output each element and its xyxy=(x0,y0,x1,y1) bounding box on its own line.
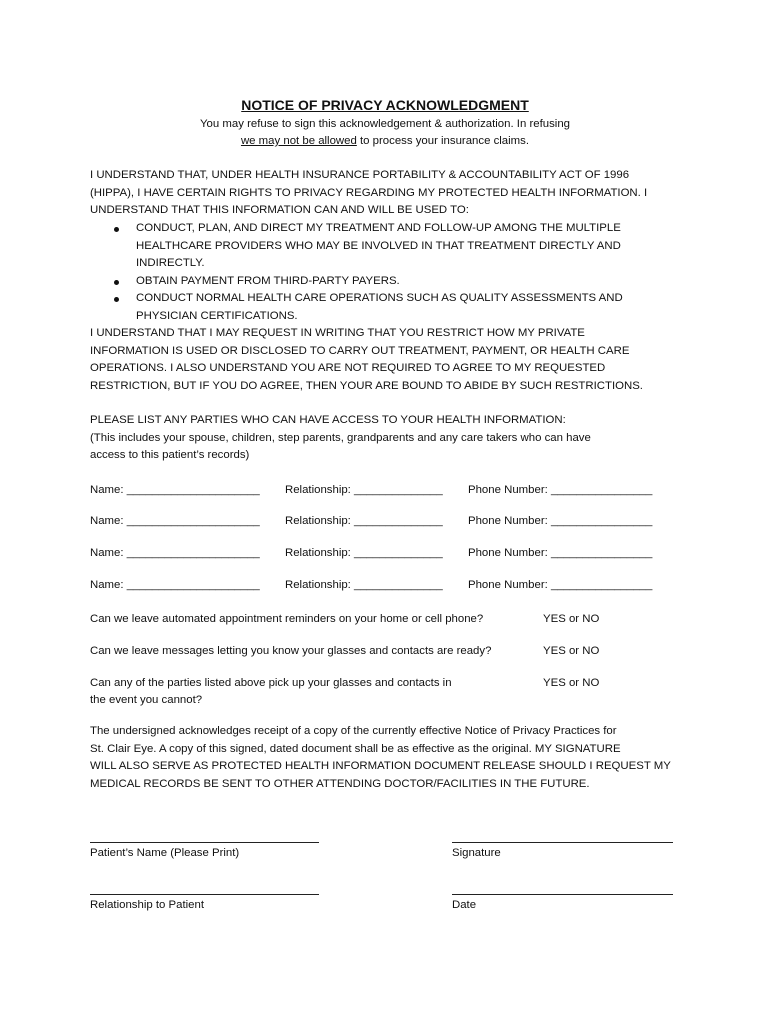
party-relationship-field[interactable]: Relationship: ______________ xyxy=(285,547,443,559)
yes-no-choice[interactable]: YES or NO xyxy=(543,613,600,625)
signature-line[interactable] xyxy=(452,842,673,843)
bullet-dot-icon xyxy=(114,297,119,302)
party-phone-field[interactable]: Phone Number: ________________ xyxy=(468,547,653,559)
acknowledgment-line: WILL ALSO SERVE AS PROTECTED HEALTH INFORMATION DOCUMENT RELEASE SHOULD I REQUEST MY xyxy=(90,760,671,773)
relationship-label: Relationship to Patient xyxy=(90,899,204,911)
relationship-line[interactable] xyxy=(90,894,319,895)
intro-line: I UNDERSTAND THAT, UNDER HEALTH INSURANCE PORTABILITY & ACCOUNTABILITY ACT OF 1996 xyxy=(90,169,630,181)
parties-instructions xyxy=(90,412,690,465)
yes-no-choice[interactable]: YES or NO xyxy=(543,645,600,657)
acknowledgment-paragraph xyxy=(90,723,690,793)
patient-name-line[interactable] xyxy=(90,842,319,843)
party-relationship-field[interactable]: Relationship: ______________ xyxy=(285,484,443,496)
party-phone-field[interactable]: Phone Number: ________________ xyxy=(468,579,653,591)
parties-line: PLEASE LIST ANY PARTIES WHO CAN HAVE ACCESS TO YOUR HEALTH INFORMATION: xyxy=(90,414,566,426)
question-text: Can any of the parties listed above pick up your glasses and contacts in xyxy=(90,677,452,689)
intro-line: UNDERSTAND THAT THIS INFORMATION CAN AND WILL BE USED TO: xyxy=(90,204,469,217)
bullet-item xyxy=(90,220,690,273)
parties-line: (This includes your spouse, children, step parents, grandparents and any care takers who can have xyxy=(90,431,591,444)
restriction-line: RESTRICTION, BUT IF YOU DO AGREE, THEN YOUR ARE BOUND TO ABIDE BY SUCH RESTRICTIONS. xyxy=(90,379,643,392)
party-phone-field[interactable]: Phone Number: ________________ xyxy=(468,515,653,527)
intro-line: (HIPPA), I HAVE CERTAIN RIGHTS TO PRIVACY REGARDING MY PROTECTED HEALTH INFORMATION. I xyxy=(90,186,648,199)
bullet-item xyxy=(90,290,690,325)
yes-no-choice[interactable]: YES or NO xyxy=(543,677,600,689)
party-name-field[interactable]: Name: _____________________ xyxy=(90,547,260,559)
subtitle-line-2-rest: to process your insurance claims. xyxy=(356,135,530,147)
question-text: Can we leave messages letting you know your glasses and contacts are ready? xyxy=(90,645,492,657)
party-name-field[interactable]: Name: _____________________ xyxy=(90,484,260,496)
acknowledgment-line: The undersigned acknowledges receipt of a copy of the currently effective Notice of Privacy Practices for xyxy=(90,725,617,737)
party-relationship-field[interactable]: Relationship: ______________ xyxy=(285,579,443,591)
party-relationship-field[interactable]: Relationship: ______________ xyxy=(285,515,443,527)
bullet-dot-icon xyxy=(114,227,119,232)
acknowledgment-line: MEDICAL RECORDS BE SENT TO OTHER ATTENDING DOCTOR/FACILITIES IN THE FUTURE. xyxy=(90,777,590,790)
bullet-line: HEALTHCARE PROVIDERS WHO MAY BE INVOLVED IN THAT TREATMENT DIRECTLY AND xyxy=(136,239,621,252)
intro-paragraph xyxy=(90,167,690,220)
restriction-line: OPERATIONS. I ALSO UNDERSTAND YOU ARE NOT REQUIRED TO AGREE TO MY REQUESTED xyxy=(90,362,606,375)
party-name-field[interactable]: Name: _____________________ xyxy=(90,515,260,527)
question-text: Can we leave automated appointment reminders on your home or cell phone? xyxy=(90,613,484,625)
date-label: Date xyxy=(452,899,477,911)
party-phone-field[interactable]: Phone Number: ________________ xyxy=(468,484,653,496)
question-text-continued: the event you cannot? xyxy=(90,694,203,706)
bullet-line: CONDUCT NORMAL HEALTH CARE OPERATIONS SUCH AS QUALITY ASSESSMENTS AND xyxy=(136,292,623,305)
subtitle-line-1: You may refuse to sign this acknowledgement & authorization. In refusing xyxy=(200,118,570,130)
bullet-dot-icon xyxy=(114,280,119,285)
subtitle-line-2 xyxy=(0,133,770,151)
usage-bullet-list xyxy=(90,220,690,326)
parties-line: access to this patient’s records) xyxy=(90,449,250,462)
bullet-line: CONDUCT, PLAN, AND DIRECT MY TREATMENT AND FOLLOW-UP AMONG THE MULTIPLE xyxy=(136,222,621,234)
bullet-item xyxy=(90,273,690,291)
restriction-line: INFORMATION IS USED OR DISCLOSED TO CARRY OUT TREATMENT, PAYMENT, OR HEALTH CARE xyxy=(90,344,630,357)
subtitle-underlined-phrase: we may not be allowed xyxy=(240,135,357,147)
bullet-line: OBTAIN PAYMENT FROM THIRD-PARTY PAYERS. xyxy=(136,274,400,287)
restriction-paragraph xyxy=(90,325,690,395)
signature-label: Signature xyxy=(452,847,501,859)
bullet-line: INDIRECTLY. xyxy=(136,257,205,270)
bullet-line: PHYSICIAN CERTIFICATIONS. xyxy=(136,309,298,322)
restriction-line: I UNDERSTAND THAT I MAY REQUEST IN WRITING THAT YOU RESTRICT HOW MY PRIVATE xyxy=(90,327,585,339)
form-title: NOTICE OF PRIVACY ACKNOWLEDGMENT xyxy=(241,97,529,113)
acknowledgment-line: St. Clair Eye. A copy of this signed, dated document shall be as effective as the original. MY SIGNATURE xyxy=(90,742,621,755)
date-line[interactable] xyxy=(452,894,673,895)
party-name-field[interactable]: Name: _____________________ xyxy=(90,579,260,591)
patient-name-label: Patient’s Name (Please Print) xyxy=(90,847,240,859)
